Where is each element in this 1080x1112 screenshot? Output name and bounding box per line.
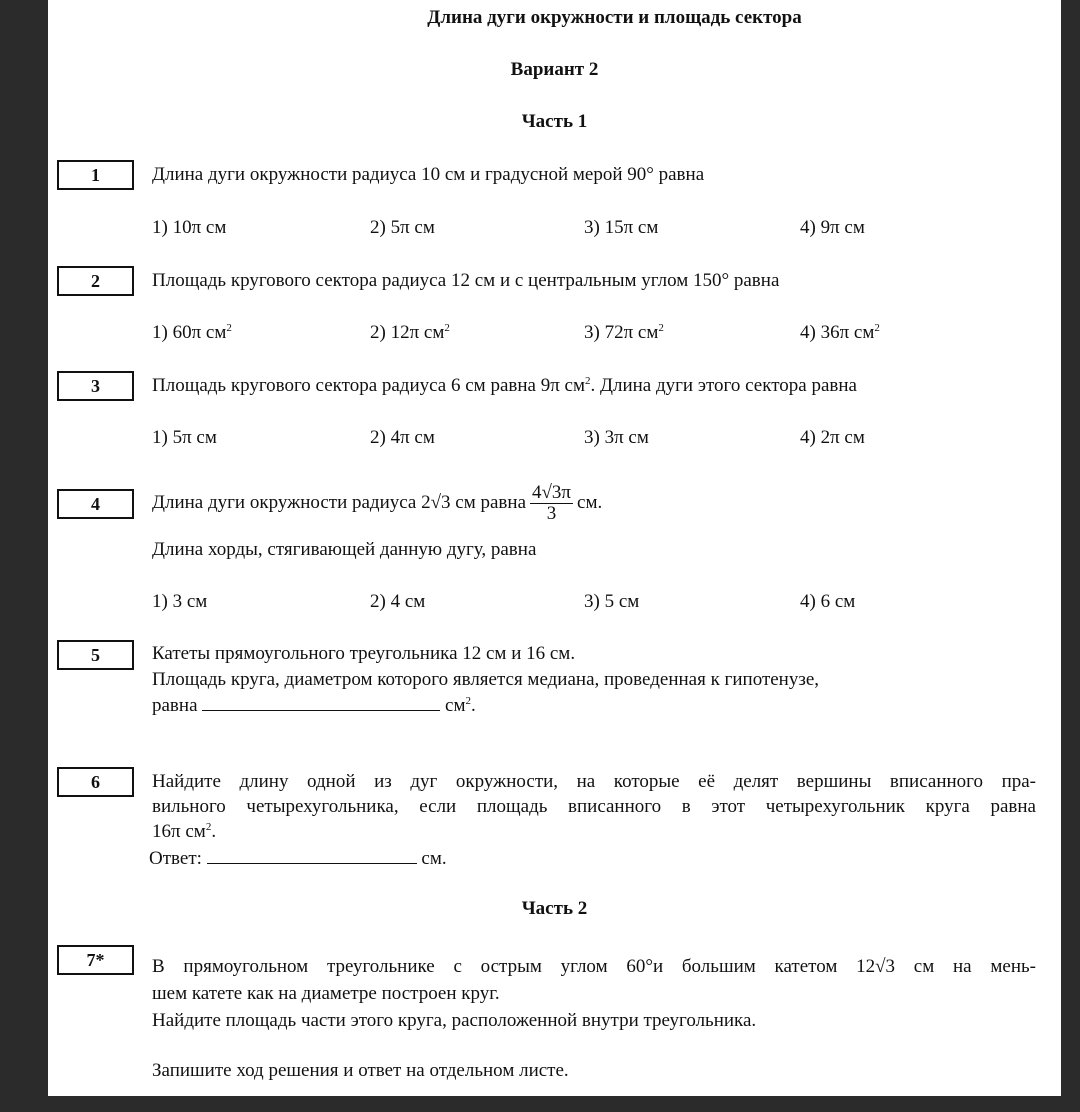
worksheet-page bbox=[48, 0, 1061, 1096]
question-4-text: Длина дуги окружности радиуса 2√3 см равна $\frac{4√3\pi}{3}$ см. bbox=[152, 482, 603, 525]
q1-option-3: 3) 15π см bbox=[584, 217, 659, 238]
variant-heading: Вариант 2 bbox=[510, 59, 599, 80]
q1-option-4: 4) 9π см bbox=[800, 217, 865, 238]
q4-option-1: 1) 3 см bbox=[152, 591, 208, 612]
q3-option-1: 1) 5π см bbox=[152, 427, 217, 448]
q3-option-2: 2) 4π см bbox=[370, 427, 435, 448]
question-4-line2: Длина хорды, стягивающей данную дугу, равна bbox=[152, 539, 537, 560]
worksheet-title: Длина дуги окружности и площадь сектора bbox=[427, 7, 802, 28]
question-number-4: 4 bbox=[57, 489, 134, 519]
question-6-line3: 16π $см^2$. bbox=[152, 821, 217, 842]
question-3-text: Площадь кругового сектора радиуса 6 см равна 9π $см^2$. Длина дуги этого сектора равна bbox=[152, 375, 857, 396]
answer-blank[interactable] bbox=[202, 694, 440, 711]
question-2-text: Площадь кругового сектора радиуса 12 см и с центральным углом 150° равна bbox=[152, 270, 780, 291]
question-6-answer: Ответ: см. bbox=[149, 848, 447, 869]
question-number-2: 2 bbox=[57, 266, 134, 296]
part1-heading: Часть 1 bbox=[521, 111, 588, 132]
q1-option-2: 2) 5π см bbox=[370, 217, 435, 238]
question-7-line3: Найдите площадь части этого круга, расположенной внутри треугольника. bbox=[152, 1010, 757, 1031]
q2-option-4: 4) 36π $см^2$ bbox=[800, 322, 880, 343]
question-5-line2: Площадь круга, диаметром которого является медиана, проведенная к гипотенузе, bbox=[152, 669, 820, 690]
question-5-line1: Катеты прямоугольного треугольника 12 см и 16 см. bbox=[152, 643, 576, 664]
question-number-1: 1 bbox=[57, 160, 134, 190]
question-5-line3: равна $см^2$. bbox=[152, 695, 476, 716]
q1-option-1: 1) 10π см bbox=[152, 217, 227, 238]
question-number-5: 5 bbox=[57, 640, 134, 670]
question-1-text: Длина дуги окружности радиуса 10 см и градусной мерой 90° равна bbox=[152, 164, 705, 185]
question-7-line2: шем катете как на диаметре построен круг. bbox=[152, 983, 500, 1004]
question-7-line1: В прямоугольном треугольнике с острым углом 60°и большим катетом 12√3 см на мень- bbox=[152, 956, 1036, 977]
question-6-line2: вильного четырехугольника, если площадь вписанного в этот четырехугольник круга равна bbox=[152, 796, 1036, 817]
fraction: $\frac{4√3\pi}{3}$ bbox=[532, 482, 572, 525]
q2-option-2: 2) 12π $см^2$ bbox=[370, 322, 450, 343]
q3-option-3: 3) 3π см bbox=[584, 427, 649, 448]
footer-instruction: Запишите ход решения и ответ на отдельном листе. bbox=[152, 1060, 569, 1081]
question-number-6: 6 bbox=[57, 767, 134, 797]
question-6-line1: Найдите длину одной из дуг окружности, на которые её делят вершины вписанного пра- bbox=[152, 771, 1036, 792]
q4-option-3: 3) 5 см bbox=[584, 591, 640, 612]
q2-option-1: 1) 60π $см^2$ bbox=[152, 322, 232, 343]
question-number-3: 3 bbox=[57, 371, 134, 401]
answer-blank[interactable] bbox=[207, 847, 417, 864]
question-number-7: 7* bbox=[57, 945, 134, 975]
q3-option-4: 4) 2π см bbox=[800, 427, 865, 448]
part2-heading: Часть 2 bbox=[521, 898, 588, 919]
q4-option-2: 2) 4 см bbox=[370, 591, 426, 612]
q2-option-3: 3) 72π $см^2$ bbox=[584, 322, 664, 343]
q4-option-4: 4) 6 см bbox=[800, 591, 856, 612]
